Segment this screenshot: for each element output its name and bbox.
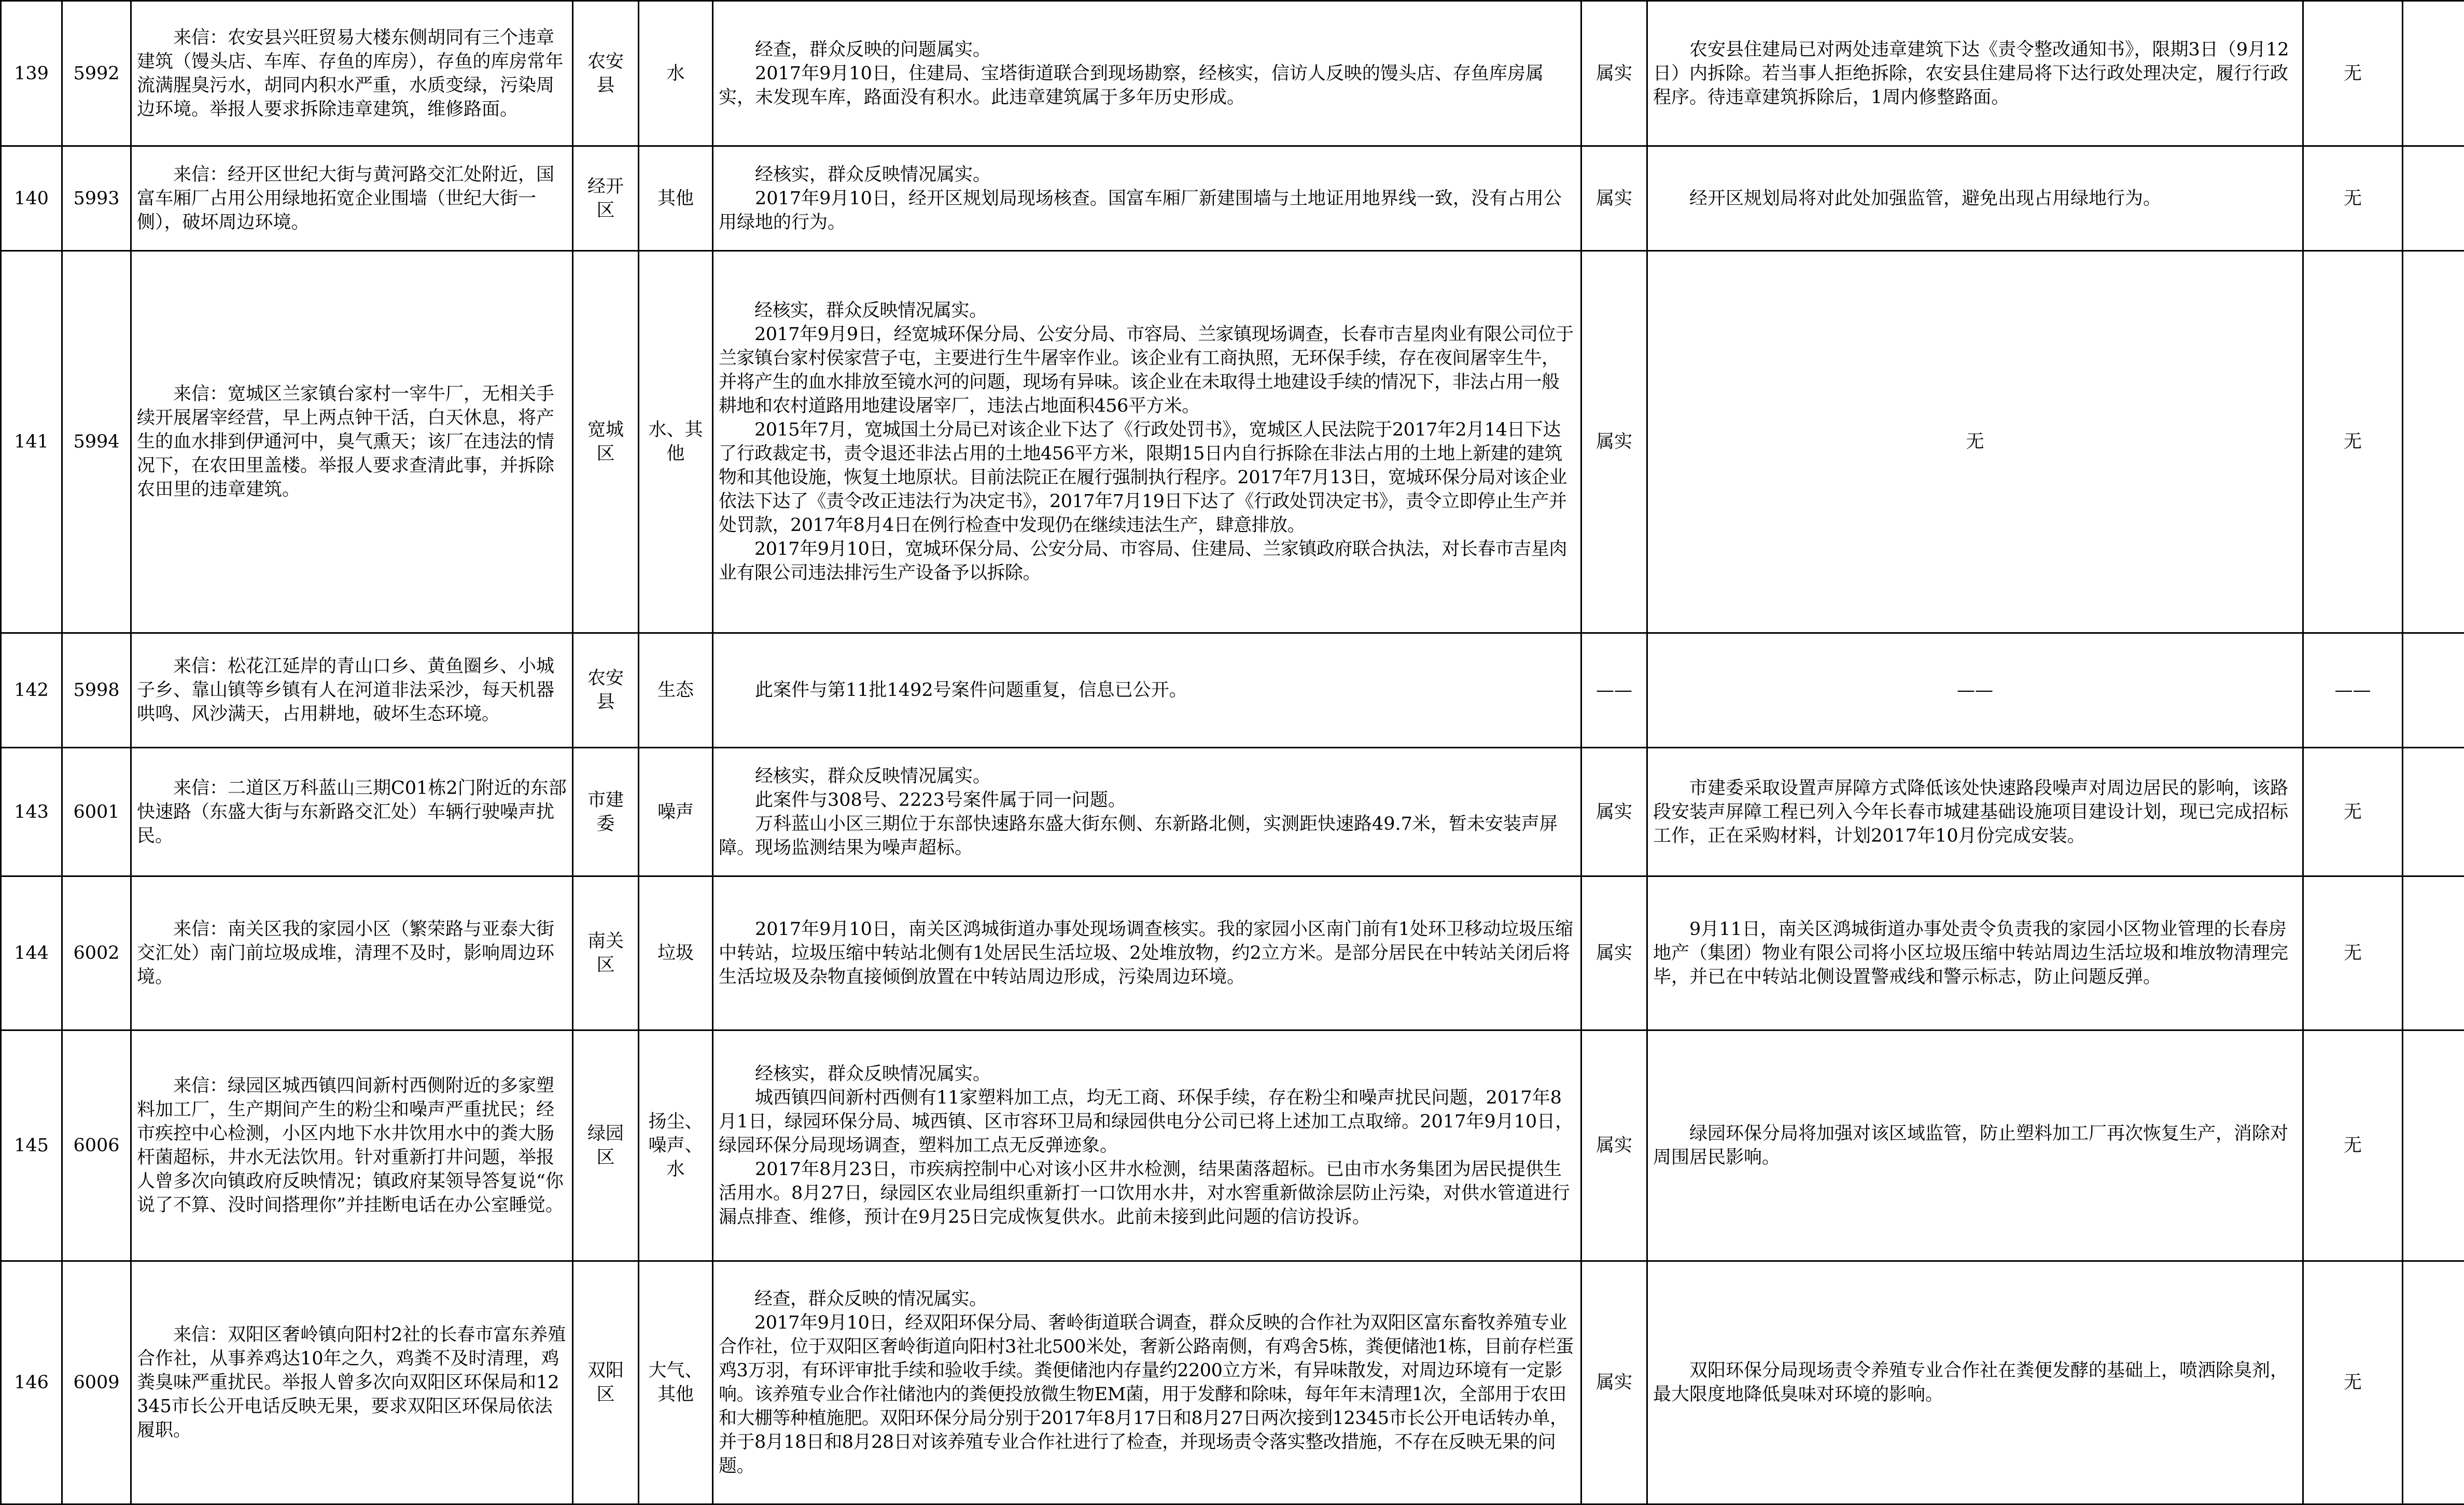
verdict-cell: 属实 [1581, 146, 1647, 251]
table-row [1, 1, 2464, 146]
handling-cell: 经开区规划局将对此处加强监管，避免出现占用绿地行为。 [1647, 146, 2303, 251]
case-no-cell: 5994 [62, 251, 131, 633]
table-row [1, 251, 2464, 633]
case-no-cell: 5992 [62, 1, 131, 146]
case-no-cell: 6001 [62, 748, 131, 876]
case-no-cell: 6002 [62, 876, 131, 1030]
investigation-cell: 2017年9月10日，南关区鸿城街道办事处现场调查核实。我的家园小区南门前有1处环卫移动垃圾压缩中转站，垃圾压缩中转站北侧有1处居民生活垃圾、2处堆放物，约2立方米。是部分居民在中转站关闭后将生活垃圾及杂物直接倾倒放置在中转站周边形成，污染周边环境。 [713, 876, 1581, 1030]
complaint-cell: 来信：南关区我的家园小区（繁荣路与亚泰大街交汇处）南门前垃圾成堆，清理不及时，影响周边环境。 [131, 876, 573, 1030]
seq-cell: 141 [1, 251, 62, 633]
table-row [1, 633, 2464, 748]
remark-cell [2403, 146, 2464, 251]
complaint-cell: 来信：经开区世纪大街与黄河路交汇处附近，国富车厢厂占用公用绿地拓宽企业围墙（世纪大街一侧），破坏周边环境。 [131, 146, 573, 251]
complaint-cell: 来信：农安县兴旺贸易大楼东侧胡同有三个违章建筑（馒头店、车库、存鱼的库房），存鱼的库房常年流满腥臭污水，胡同内积水严重，水质变绿，污染周边环境。举报人要求拆除违章建筑，维修路面。 [131, 1, 573, 146]
verdict-cell: 属实 [1581, 1030, 1647, 1261]
district-cell: 南关区 [573, 876, 639, 1030]
district-cell: 农安县 [573, 1, 639, 146]
handling-cell: —— [1647, 633, 2303, 748]
district-cell: 宽城区 [573, 251, 639, 633]
case-no-cell: 6009 [62, 1261, 131, 1504]
category-cell: 水 [639, 1, 713, 146]
case-no-cell: 5993 [62, 146, 131, 251]
accountability-cell: 无 [2303, 748, 2403, 876]
remark-cell [2403, 748, 2464, 876]
remark-cell [2403, 633, 2464, 748]
district-cell: 市建委 [573, 748, 639, 876]
remark-cell [2403, 1261, 2464, 1504]
investigation-cell: 经核实，群众反映情况属实。 2017年9月10日，经开区规划局现场核查。国富车厢厂新建围墙与土地证用地界线一致，没有占用公用绿地的行为。 [713, 146, 1581, 251]
verdict-cell: —— [1581, 633, 1647, 748]
investigation-cell: 经查，群众反映的问题属实。 2017年9月10日，住建局、宝塔街道联合到现场勘察，经核实，信访人反映的馒头店、存鱼库房属实，未发现车库，路面没有积水。此违章建筑属于多年历史形成。 [713, 1, 1581, 146]
district-cell: 双阳区 [573, 1261, 639, 1504]
accountability-cell: 无 [2303, 251, 2403, 633]
handling-cell: 绿园环保分局将加强对该区域监管，防止塑料加工厂再次恢复生产，消除对周围居民影响。 [1647, 1030, 2303, 1261]
table-row [1, 748, 2464, 876]
seq-cell: 145 [1, 1030, 62, 1261]
verdict-cell: 属实 [1581, 1, 1647, 146]
handling-cell: 无 [1647, 251, 2303, 633]
case-no-cell: 5998 [62, 633, 131, 748]
verdict-cell: 属实 [1581, 748, 1647, 876]
investigation-cell: 经核实，群众反映情况属实。 此案件与308号、2223号案件属于同一问题。 万科蓝山小区三期位于东部快速路东盛大街东侧、东新路北侧，实测距快速路49.7米，暂未安装声屏障。现场监测结果为噪声超标。 [713, 748, 1581, 876]
table-row [1, 146, 2464, 251]
verdict-cell: 属实 [1581, 1261, 1647, 1504]
category-cell: 垃圾 [639, 876, 713, 1030]
investigation-cell: 经核实，群众反映情况属实。 城西镇四间新村西侧有11家塑料加工点，均无工商、环保手续，存在粉尘和噪声扰民问题，2017年8月1日，绿园环保分局、城西镇、区市容环卫局和绿园供电分公司已将上述加工点取缔。2017年9月10日，绿园环保分局现场调查，塑料加工点无反弹迹象。 2017年8月23日，市疾病控制中心对该小区井水检测，结果菌落超标。已由市水务集团为居民提供生活用水。8月27日，绿园区农业局组织重新打一口饮用水井，对水窖重新做涂层防止污染，对供水管道进行漏点排查、维修，预计在9月25日完成恢复供水。此前未接到此问题的信访投诉。 [713, 1030, 1581, 1261]
accountability-cell: 无 [2303, 1, 2403, 146]
seq-cell: 142 [1, 633, 62, 748]
complaint-cell: 来信：松花江延岸的青山口乡、黄鱼圈乡、小城子乡、靠山镇等乡镇有人在河道非法采沙，每天机器哄鸣、风沙满天，占用耕地，破坏生态环境。 [131, 633, 573, 748]
case-table-body [1, 1, 2464, 1504]
seq-cell: 144 [1, 876, 62, 1030]
remark-cell [2403, 876, 2464, 1030]
category-cell: 生态 [639, 633, 713, 748]
accountability-cell: 无 [2303, 1030, 2403, 1261]
complaint-cell: 来信：二道区万科蓝山三期C01栋2门附近的东部快速路（东盛大街与东新路交汇处）车辆行驶噪声扰民。 [131, 748, 573, 876]
handling-cell: 9月11日，南关区鸿城街道办事处责令负责我的家园小区物业管理的长春房地产（集团）物业有限公司将小区垃圾压缩中转站周边生活垃圾和堆放物清理完毕，并已在中转站北侧设置警戒线和警示标志，防止问题反弹。 [1647, 876, 2303, 1030]
remark-cell [2403, 1, 2464, 146]
complaint-cell: 来信：绿园区城西镇四间新村西侧附近的多家塑料加工厂，生产期间产生的粉尘和噪声严重扰民；经市疾控中心检测，小区内地下水井饮用水中的粪大肠杆菌超标，井水无法饮用。针对重新打井问题，举报人曾多次向镇政府反映情况；镇政府某领导答复说“你说了不算、没时间搭理你”并挂断电话在办公室睡觉。 [131, 1030, 573, 1261]
case-no-cell: 6006 [62, 1030, 131, 1261]
category-cell: 噪声 [639, 748, 713, 876]
accountability-cell: 无 [2303, 146, 2403, 251]
table-row [1, 1030, 2464, 1261]
investigation-cell: 经查，群众反映的情况属实。 2017年9月10日，经双阳环保分局、奢岭街道联合调查，群众反映的合作社为双阳区富东畜牧养殖专业合作社，位于双阳区奢岭街道向阳村3社北500米处，奢新公路南侧，有鸡舍5栋，粪便储池1栋，目前存栏蛋鸡3万羽，有环评审批手续和验收手续。粪便储池内存量约2200立方米，有异味散发，对周边环境有一定影响。该养殖专业合作社储池内的粪便投放微生物EM菌，用于发酵和除味，每年年末清理1次，全部用于农田和大棚等种植施肥。双阳环保分局分别于2017年8月17日和8月27日两次接到12345市长公开电话转办单，并于8月18日和8月28日对该养殖专业合作社进行了检查，并现场责令落实整改措施，不存在反映无果的问题。 [713, 1261, 1581, 1504]
verdict-cell: 属实 [1581, 251, 1647, 633]
district-cell: 经开区 [573, 146, 639, 251]
accountability-cell: 无 [2303, 1261, 2403, 1504]
category-cell: 其他 [639, 146, 713, 251]
district-cell: 绿园区 [573, 1030, 639, 1261]
investigation-cell: 经核实，群众反映情况属实。 2017年9月9日，经宽城环保分局、公安分局、市容局、兰家镇现场调查，长春市吉星肉业有限公司位于兰家镇台家村侯家营子屯，主要进行生牛屠宰作业。该企业有工商执照，无环保手续，存在夜间屠宰生牛，并将产生的血水排放至镜水河的问题，现场有异味。该企业在未取得土地建设手续的情况下，非法占用一般耕地和农村道路用地建设屠宰厂，违法占地面积456平方米。 2015年7月，宽城国土分局已对该企业下达了《行政处罚书》，宽城区人民法院于2017年2月14日下达了行政裁定书，责令退还非法占用的土地456平方米，限期15日内自行拆除在非法占用的土地上新建的建筑物和其他设施，恢复土地原状。目前法院正在履行强制执行程序。2017年7月13日，宽城环保分局对该企业依法下达了《责令改正违法行为决定书》，2017年7月19日下达了《行政处罚决定书》，责令立即停止生产并处罚款，2017年8月4日在例行检查中发现仍在继续违法生产，肆意排放。 2017年9月10日，宽城环保分局、公安分局、市容局、住建局、兰家镇政府联合执法，对长春市吉星肉业有限公司违法排污生产设备予以拆除。 [713, 251, 1581, 633]
category-cell: 水、其他 [639, 251, 713, 633]
seq-cell: 140 [1, 146, 62, 251]
seq-cell: 139 [1, 1, 62, 146]
complaint-cell: 来信：宽城区兰家镇台家村一宰牛厂，无相关手续开展屠宰经营，早上两点钟干活，白天休息，将产生的血水排到伊通河中，臭气熏天；该厂在违法的情况下，在农田里盖楼。举报人要求查清此事，并拆除农田里的违章建筑。 [131, 251, 573, 633]
handling-cell: 双阳环保分局现场责令养殖专业合作社在粪便发酵的基础上，喷洒除臭剂，最大限度地降低臭味对环境的影响。 [1647, 1261, 2303, 1504]
accountability-cell: 无 [2303, 876, 2403, 1030]
category-cell: 扬尘、噪声、水 [639, 1030, 713, 1261]
remark-cell [2403, 251, 2464, 633]
complaint-cell: 来信：双阳区奢岭镇向阳村2社的长春市富东养殖合作社，从事养鸡达10年之久，鸡粪不及时清理，鸡粪臭味严重扰民。举报人曾多次向双阳区环保局和12345市长公开电话反映无果，要求双阳区环保局依法履职。 [131, 1261, 573, 1504]
category-cell: 大气、其他 [639, 1261, 713, 1504]
table-row [1, 876, 2464, 1030]
handling-cell: 市建委采取设置声屏障方式降低该处快速路段噪声对周边居民的影响，该路段安装声屏障工程已列入今年长春市城建基础设施项目建设计划，现已完成招标工作，正在采购材料，计划2017年10月份完成安装。 [1647, 748, 2303, 876]
remark-cell [2403, 1030, 2464, 1261]
seq-cell: 146 [1, 1261, 62, 1504]
seq-cell: 143 [1, 748, 62, 876]
accountability-cell: —— [2303, 633, 2403, 748]
investigation-cell: 此案件与第11批1492号案件问题重复，信息已公开。 [713, 633, 1581, 748]
district-cell: 农安县 [573, 633, 639, 748]
verdict-cell: 属实 [1581, 876, 1647, 1030]
handling-cell: 农安县住建局已对两处违章建筑下达《责令整改通知书》，限期3日（9月12日）内拆除。若当事人拒绝拆除，农安县住建局将下达行政处理决定，履行行政程序。待违章建筑拆除后，1周内修整路面。 [1647, 1, 2303, 146]
table-row [1, 1261, 2464, 1504]
